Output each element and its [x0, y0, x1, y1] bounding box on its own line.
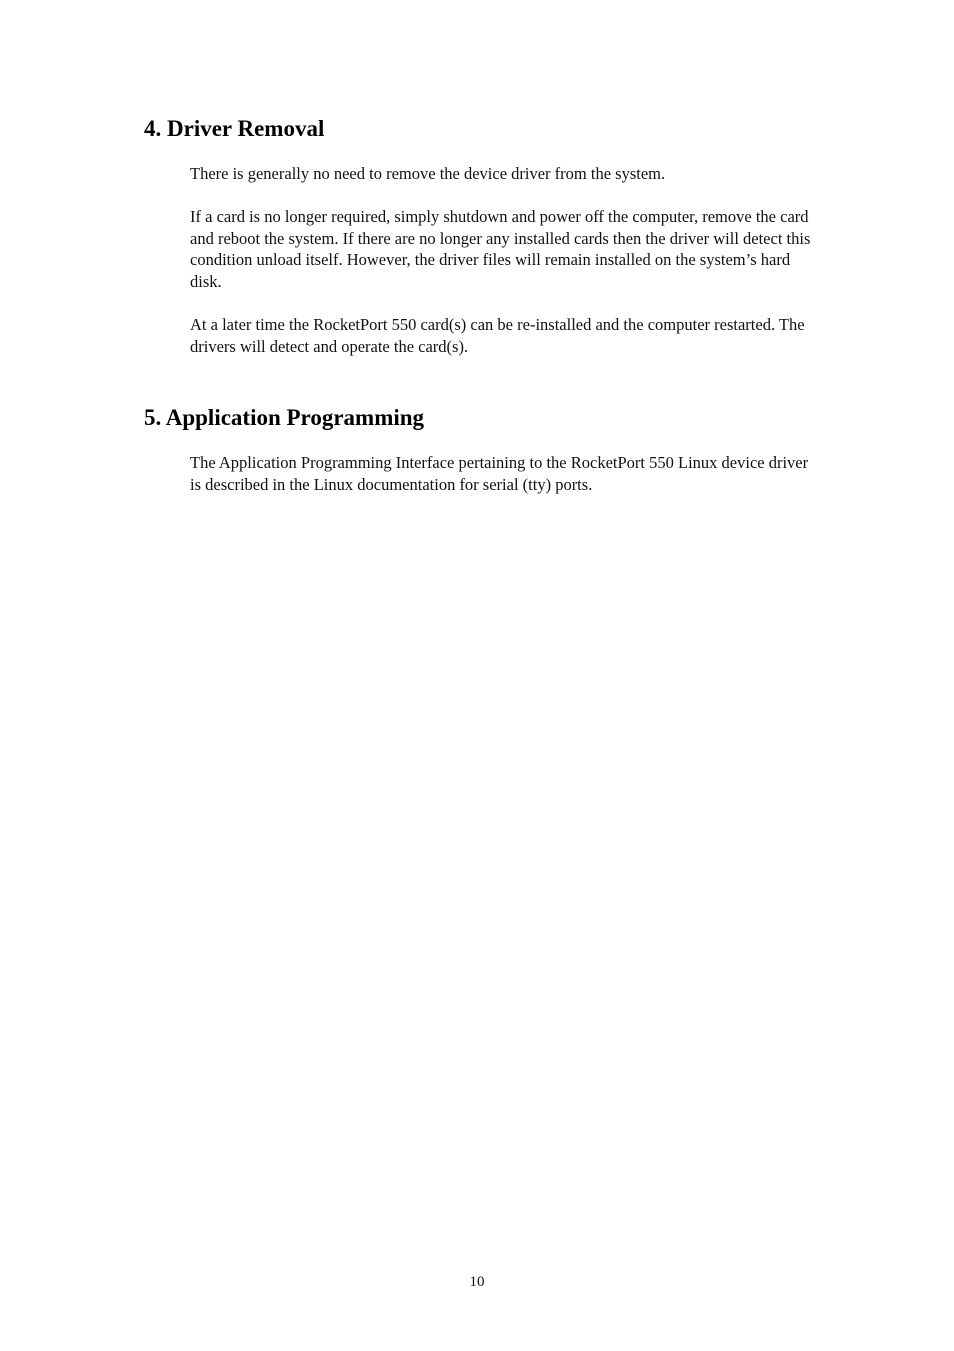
section-heading: 5. Application Programming: [144, 405, 425, 430]
section-heading: 4. Driver Removal: [144, 116, 325, 141]
page-number: 10: [469, 1274, 485, 1290]
section-driver-removal: [144, 115, 824, 379]
paragraph: There is generally no need to remove the device driver from the system.: [190, 164, 666, 183]
paragraph: The Application Programming Interface pertaining to the RocketPort 550 Linux device driver is described in the Linux documentation for serial (tty) ports.: [190, 453, 809, 494]
section-application-programming: [144, 404, 824, 517]
paragraph: If a card is no longer required, simply shutdown and power off the computer, remove the card and reboot the system. If there are no longer any installed cards then the driver will detect this condition unload itself. However, the driver files will remain installed on the system’s hard disk.: [190, 206, 811, 292]
paragraph: At a later time the RocketPort 550 card(s) can be re-installed and the computer restarted. The drivers will detect and operate the card(s).: [190, 314, 805, 356]
